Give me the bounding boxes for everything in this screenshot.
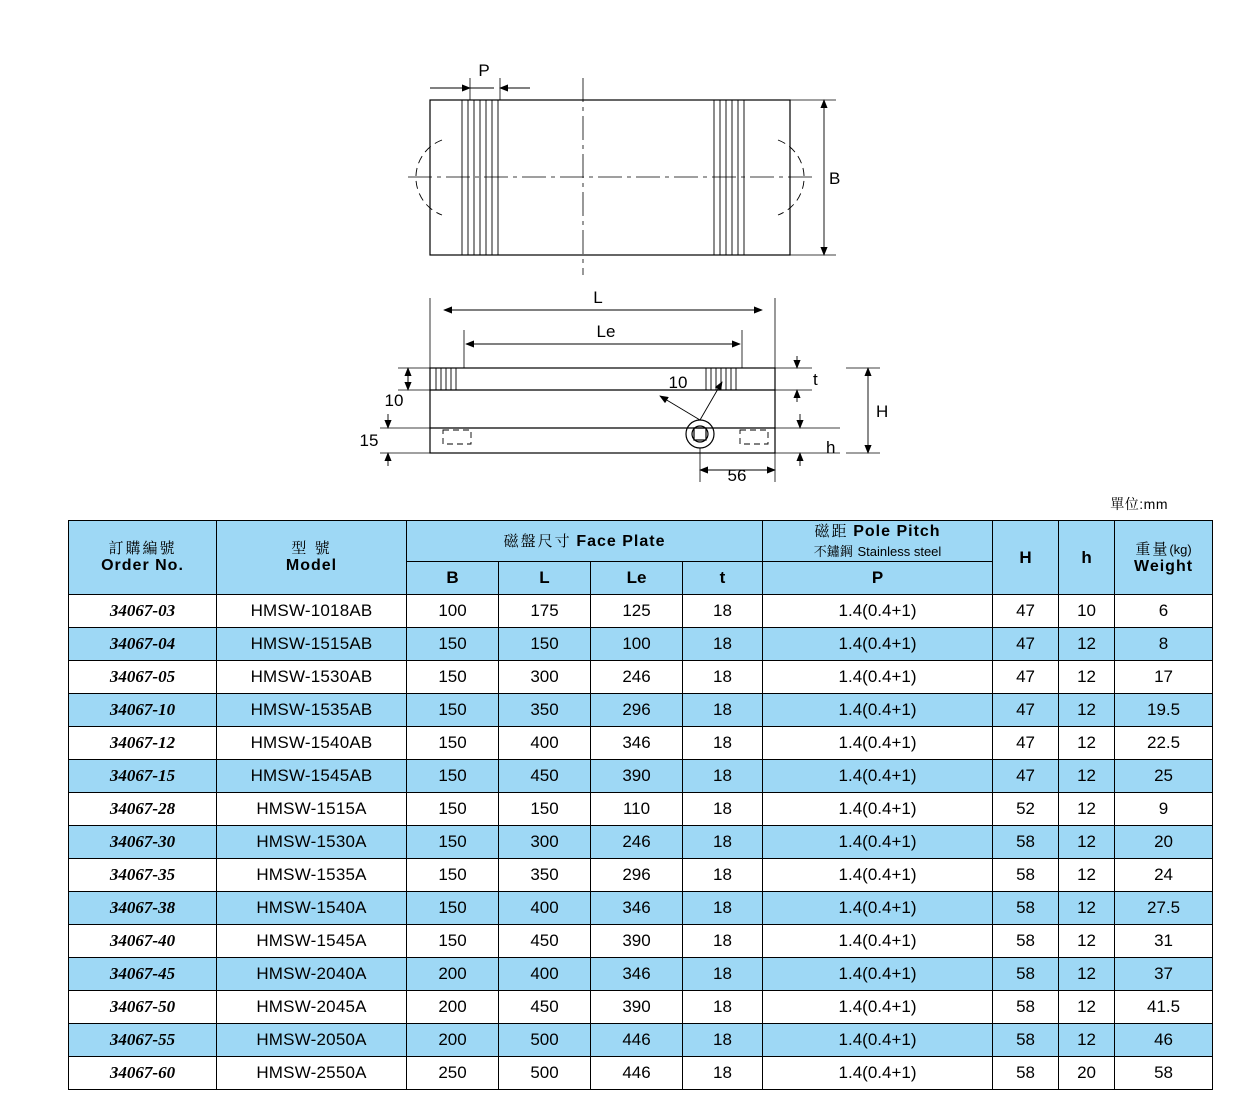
cell-b: 200	[407, 1023, 499, 1056]
table-row	[69, 957, 1213, 990]
cell-weight: 9	[1115, 792, 1213, 825]
cell-order-no: 34067-12	[69, 726, 217, 759]
cell-t: 18	[683, 726, 763, 759]
cell-le: 100	[591, 627, 683, 660]
dim-label-15: 15	[359, 431, 379, 450]
cell-model: HMSW-2040A	[217, 957, 407, 990]
cell-t: 18	[683, 594, 763, 627]
dim-label-le: Le	[596, 322, 616, 341]
cell-l: 450	[499, 759, 591, 792]
cell-weight: 8	[1115, 627, 1213, 660]
dim-label-p: P	[478, 61, 490, 80]
cell-t: 18	[683, 759, 763, 792]
cell-le: 390	[591, 759, 683, 792]
cell-weight: 27.5	[1115, 891, 1213, 924]
cell-le: 390	[591, 924, 683, 957]
cell-order-no: 34067-30	[69, 825, 217, 858]
cell-weight: 46	[1115, 1023, 1213, 1056]
cell-b: 150	[407, 792, 499, 825]
header-sub-b: B	[407, 561, 499, 594]
dim-label-h-lower: h	[826, 438, 836, 457]
header-sub-p: P	[763, 561, 993, 594]
cell-pole-pitch: 1.4(0.4+1)	[763, 759, 993, 792]
cell-pole-pitch: 1.4(0.4+1)	[763, 825, 993, 858]
table-row	[69, 825, 1213, 858]
cell-h: 12	[1059, 759, 1115, 792]
cell-model: HMSW-2045A	[217, 990, 407, 1023]
header-weight-unit: (kg)	[1169, 541, 1192, 557]
cell-h: 12	[1059, 957, 1115, 990]
cell-l: 450	[499, 990, 591, 1023]
table-row	[69, 858, 1213, 891]
header-stainless-cjk: 不鏽鋼	[813, 544, 853, 560]
cell-model: HMSW-1545AB	[217, 759, 407, 792]
cell-t: 18	[683, 792, 763, 825]
cell-weight: 6	[1115, 594, 1213, 627]
table-row	[69, 990, 1213, 1023]
cell-l: 300	[499, 825, 591, 858]
cell-b: 150	[407, 693, 499, 726]
cell-l: 400	[499, 891, 591, 924]
cell-order-no: 34067-38	[69, 891, 217, 924]
cell-le: 446	[591, 1023, 683, 1056]
cell-model: HMSW-1545A	[217, 924, 407, 957]
cell-model: HMSW-1515A	[217, 792, 407, 825]
cell-order-no: 34067-28	[69, 792, 217, 825]
cell-b: 150	[407, 825, 499, 858]
units-note: 單位:mm	[1110, 496, 1168, 512]
cell-t: 18	[683, 693, 763, 726]
cell-l: 175	[499, 594, 591, 627]
cell-weight: 19.5	[1115, 693, 1213, 726]
header-h-small: h	[1059, 521, 1115, 595]
cell-order-no: 34067-04	[69, 627, 217, 660]
cell-pole-pitch: 1.4(0.4+1)	[763, 1023, 993, 1056]
cell-h: 12	[1059, 792, 1115, 825]
cell-le: 125	[591, 594, 683, 627]
cell-model: HMSW-2550A	[217, 1056, 407, 1089]
cell-pole-pitch: 1.4(0.4+1)	[763, 924, 993, 957]
cell-t: 18	[683, 990, 763, 1023]
cell-h: 10	[1059, 594, 1115, 627]
cell-t: 18	[683, 858, 763, 891]
table-row	[69, 924, 1213, 957]
cell-weight: 37	[1115, 957, 1213, 990]
cell-h: 12	[1059, 891, 1115, 924]
table-row	[69, 1056, 1213, 1089]
cell-h: 12	[1059, 693, 1115, 726]
header-order-no	[69, 521, 217, 595]
cell-l: 150	[499, 627, 591, 660]
cell-le: 446	[591, 1056, 683, 1089]
dim-label-10-top: 10	[668, 373, 688, 392]
cell-pole-pitch: 1.4(0.4+1)	[763, 1056, 993, 1089]
cell-l: 400	[499, 726, 591, 759]
cell-H: 47	[993, 693, 1059, 726]
table-row	[69, 627, 1213, 660]
header-pole-pitch-cjk: 磁距	[814, 523, 849, 540]
table-row	[69, 792, 1213, 825]
cell-t: 18	[683, 1056, 763, 1089]
cell-h: 12	[1059, 825, 1115, 858]
cell-h: 12	[1059, 858, 1115, 891]
cell-l: 350	[499, 858, 591, 891]
cell-model: HMSW-1515AB	[217, 627, 407, 660]
table-row	[69, 1023, 1213, 1056]
cell-b: 250	[407, 1056, 499, 1089]
cell-le: 296	[591, 858, 683, 891]
cell-H: 58	[993, 990, 1059, 1023]
cell-weight: 31	[1115, 924, 1213, 957]
cell-le: 346	[591, 957, 683, 990]
cell-model: HMSW-1540AB	[217, 726, 407, 759]
cell-H: 58	[993, 1023, 1059, 1056]
header-H: H	[993, 521, 1059, 595]
header-sub-l: L	[499, 561, 591, 594]
cell-H: 52	[993, 792, 1059, 825]
cell-b: 150	[407, 858, 499, 891]
cell-order-no: 34067-50	[69, 990, 217, 1023]
cell-pole-pitch: 1.4(0.4+1)	[763, 726, 993, 759]
cell-t: 18	[683, 825, 763, 858]
table-row	[69, 594, 1213, 627]
cell-order-no: 34067-55	[69, 1023, 217, 1056]
header-weight-cjk: 重量	[1135, 540, 1170, 558]
cell-model: HMSW-1540A	[217, 891, 407, 924]
header-model-en: Model	[285, 556, 338, 574]
cell-le: 346	[591, 891, 683, 924]
cell-t: 18	[683, 891, 763, 924]
cell-pole-pitch: 1.4(0.4+1)	[763, 627, 993, 660]
cell-t: 18	[683, 957, 763, 990]
cell-le: 390	[591, 990, 683, 1023]
cell-pole-pitch: 1.4(0.4+1)	[763, 792, 993, 825]
header-sub-le: Le	[591, 561, 683, 594]
cell-H: 47	[993, 660, 1059, 693]
cell-order-no: 34067-40	[69, 924, 217, 957]
cell-l: 500	[499, 1023, 591, 1056]
table-row	[69, 759, 1213, 792]
cell-l: 300	[499, 660, 591, 693]
header-weight	[1115, 521, 1213, 595]
cell-pole-pitch: 1.4(0.4+1)	[763, 693, 993, 726]
cell-H: 58	[993, 891, 1059, 924]
cell-l: 150	[499, 792, 591, 825]
cell-t: 18	[683, 660, 763, 693]
cell-b: 100	[407, 594, 499, 627]
cell-le: 246	[591, 660, 683, 693]
header-face-plate	[407, 521, 763, 562]
cell-weight: 22.5	[1115, 726, 1213, 759]
cell-weight: 24	[1115, 858, 1213, 891]
cell-H: 47	[993, 759, 1059, 792]
cell-l: 350	[499, 693, 591, 726]
dim-label-10-left: 10	[384, 391, 404, 410]
cell-order-no: 34067-05	[69, 660, 217, 693]
cell-h: 12	[1059, 726, 1115, 759]
cell-H: 58	[993, 825, 1059, 858]
cell-h: 12	[1059, 1023, 1115, 1056]
table-row	[69, 726, 1213, 759]
cell-weight: 20	[1115, 825, 1213, 858]
cell-pole-pitch: 1.4(0.4+1)	[763, 891, 993, 924]
cell-b: 150	[407, 726, 499, 759]
header-pole-pitch-en: Pole Pitch	[853, 523, 941, 540]
cell-t: 18	[683, 1023, 763, 1056]
cell-order-no: 34067-15	[69, 759, 217, 792]
cell-H: 47	[993, 726, 1059, 759]
cell-weight: 25	[1115, 759, 1213, 792]
cell-b: 150	[407, 891, 499, 924]
header-face-plate-cjk: 磁盤尺寸	[503, 532, 572, 550]
dim-label-l: L	[593, 288, 603, 307]
cell-h: 12	[1059, 627, 1115, 660]
cell-H: 47	[993, 594, 1059, 627]
dim-label-56: 56	[727, 466, 747, 485]
cell-order-no: 34067-35	[69, 858, 217, 891]
cell-H: 58	[993, 957, 1059, 990]
cell-h: 12	[1059, 990, 1115, 1023]
cell-le: 346	[591, 726, 683, 759]
header-sub-t: t	[683, 561, 763, 594]
cell-order-no: 34067-03	[69, 594, 217, 627]
cell-le: 246	[591, 825, 683, 858]
cell-weight: 17	[1115, 660, 1213, 693]
cell-order-no: 34067-10	[69, 693, 217, 726]
header-model	[217, 521, 407, 595]
header-pole-pitch	[763, 521, 993, 562]
technical-drawing	[0, 0, 1240, 500]
dim-label-h-upper: H	[876, 402, 889, 421]
header-face-plate-en: Face Plate	[576, 532, 666, 550]
cell-l: 500	[499, 1056, 591, 1089]
cell-model: HMSW-1530A	[217, 825, 407, 858]
cell-pole-pitch: 1.4(0.4+1)	[763, 990, 993, 1023]
header-stainless-en: Stainless steel	[857, 544, 942, 560]
cell-b: 150	[407, 627, 499, 660]
cell-t: 18	[683, 627, 763, 660]
cell-l: 400	[499, 957, 591, 990]
header-order-no-en: Order No.	[101, 556, 184, 574]
cell-H: 47	[993, 627, 1059, 660]
cell-pole-pitch: 1.4(0.4+1)	[763, 957, 993, 990]
header-weight-en: Weight	[1134, 558, 1194, 576]
cell-H: 58	[993, 858, 1059, 891]
cell-b: 150	[407, 924, 499, 957]
cell-le: 110	[591, 792, 683, 825]
table-header	[69, 521, 1213, 595]
dim-label-t: t	[813, 370, 818, 389]
cell-model: HMSW-1530AB	[217, 660, 407, 693]
cell-t: 18	[683, 924, 763, 957]
cell-H: 58	[993, 1056, 1059, 1089]
spec-table	[68, 520, 1213, 1090]
cell-model: HMSW-1535A	[217, 858, 407, 891]
cell-order-no: 34067-45	[69, 957, 217, 990]
cell-h: 20	[1059, 1056, 1115, 1089]
cell-pole-pitch: 1.4(0.4+1)	[763, 858, 993, 891]
table-body	[69, 594, 1213, 1089]
table-row	[69, 693, 1213, 726]
cell-b: 150	[407, 660, 499, 693]
table-row	[69, 660, 1213, 693]
cell-model: HMSW-1535AB	[217, 693, 407, 726]
cell-l: 450	[499, 924, 591, 957]
table-row	[69, 891, 1213, 924]
cell-le: 296	[591, 693, 683, 726]
cell-H: 58	[993, 924, 1059, 957]
cell-pole-pitch: 1.4(0.4+1)	[763, 660, 993, 693]
cell-order-no: 34067-60	[69, 1056, 217, 1089]
header-model-cjk: 型 號	[291, 539, 332, 557]
cell-model: HMSW-2050A	[217, 1023, 407, 1056]
cell-pole-pitch: 1.4(0.4+1)	[763, 594, 993, 627]
cell-model: HMSW-1018AB	[217, 594, 407, 627]
cell-b: 150	[407, 759, 499, 792]
cell-b: 200	[407, 990, 499, 1023]
header-order-no-cjk: 訂購編號	[108, 539, 177, 557]
cell-h: 12	[1059, 660, 1115, 693]
spec-table-wrapper	[68, 520, 1194, 1090]
cell-weight: 58	[1115, 1056, 1213, 1089]
cell-h: 12	[1059, 924, 1115, 957]
dim-label-b: B	[829, 169, 841, 188]
cell-b: 200	[407, 957, 499, 990]
cell-weight: 41.5	[1115, 990, 1213, 1023]
